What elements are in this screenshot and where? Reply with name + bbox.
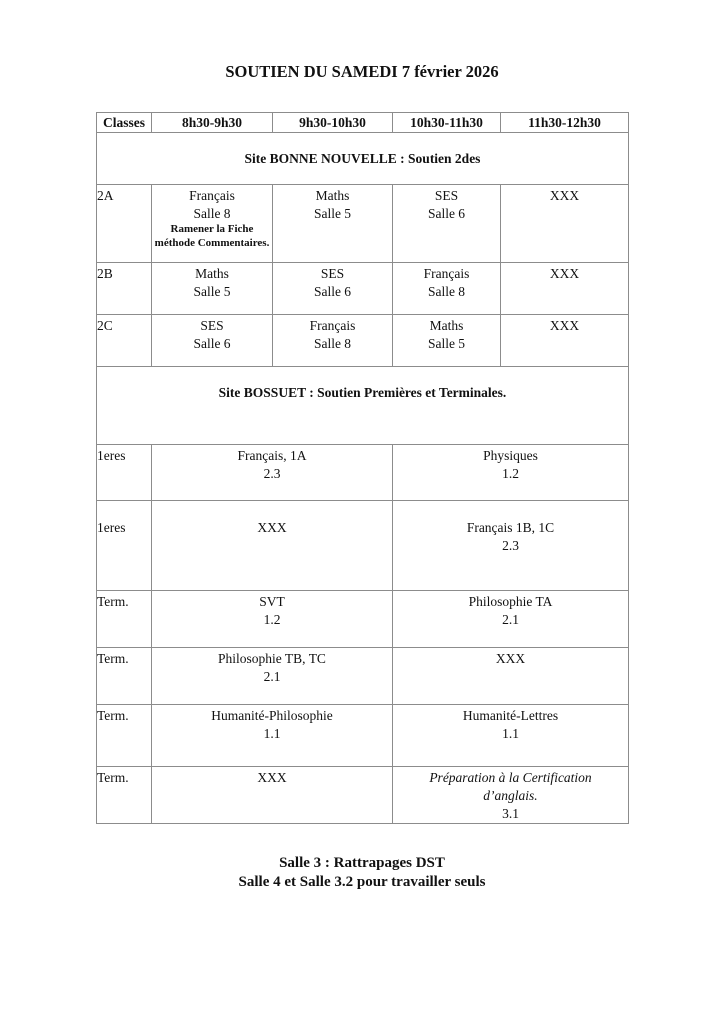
class-label: Term. <box>97 705 152 767</box>
room: 2.3 <box>263 466 281 481</box>
slot-cell <box>152 445 393 501</box>
slot-cell <box>393 705 629 767</box>
subject: Maths <box>195 266 229 281</box>
subject: Philosophie TA <box>468 594 553 609</box>
subject: Français, 1A <box>237 448 307 463</box>
header-slot-1: 8h30-9h30 <box>152 113 273 133</box>
slot-cell <box>393 501 629 591</box>
room: 1.1 <box>502 726 519 741</box>
subject: XXX <box>549 318 580 333</box>
header-slot-2: 9h30-10h30 <box>273 113 393 133</box>
slot-cell <box>273 185 393 263</box>
subject: SES <box>320 266 345 281</box>
table-row <box>97 648 629 705</box>
room: Salle 6 <box>427 206 466 221</box>
page-title: SOUTIEN DU SAMEDI 7 février 2026 <box>225 62 499 81</box>
slot-cell <box>393 648 629 705</box>
schedule-table <box>96 112 629 824</box>
table-row <box>97 591 629 648</box>
room: 1.1 <box>263 726 281 741</box>
subject: XXX <box>257 520 287 535</box>
table-row <box>97 263 629 315</box>
header-row <box>97 113 629 133</box>
subject: SES <box>200 318 224 333</box>
subject: Maths <box>315 188 350 203</box>
subject: Français <box>423 266 470 281</box>
subject: XXX <box>257 770 287 785</box>
site-row-bossuet <box>97 367 629 445</box>
room: 1.2 <box>263 612 281 627</box>
room: Salle 5 <box>427 336 466 351</box>
slot-cell <box>393 591 629 648</box>
header-classes: Classes <box>97 113 152 133</box>
subject: Français <box>189 188 235 203</box>
subject: Physiques <box>483 448 538 463</box>
table-row <box>97 185 629 263</box>
slot-cell <box>152 263 273 315</box>
class-label: 1eres <box>97 445 152 501</box>
subject: Maths <box>429 318 464 333</box>
slot-cell <box>501 185 629 263</box>
slot-cell <box>393 445 629 501</box>
slot-cell <box>152 591 393 648</box>
class-label: 2B <box>97 263 152 315</box>
subject: Humanité-Lettres <box>462 708 559 723</box>
subject: Français <box>309 318 356 333</box>
class-label: 2A <box>97 185 152 263</box>
table-row <box>97 445 629 501</box>
class-label: 2C <box>97 315 152 367</box>
subject: Préparation à la Certification d’anglais. <box>429 770 592 803</box>
subject: Philosophie TB, TC <box>218 651 326 666</box>
subject: XXX <box>495 651 526 666</box>
slot-cell <box>152 705 393 767</box>
slot-cell <box>501 315 629 367</box>
class-label: Term. <box>97 591 152 648</box>
slot-cell <box>273 315 393 367</box>
header-slot-3: 10h30-11h30 <box>393 113 501 133</box>
footer-line-2: Salle 4 et Salle 3.2 pour travailler seuls <box>238 874 486 890</box>
class-label: 1eres <box>97 501 152 591</box>
slot-cell <box>152 501 393 591</box>
room: 2.3 <box>502 538 519 553</box>
footer-line-1: Salle 3 : Rattrapages DST <box>279 855 445 871</box>
room: Salle 5 <box>193 284 231 299</box>
room: 1.2 <box>502 466 519 481</box>
class-label: Term. <box>97 767 152 824</box>
class-label: Term. <box>97 648 152 705</box>
slot-cell <box>152 315 273 367</box>
room: Salle 6 <box>193 336 231 351</box>
room: Salle 8 <box>313 336 352 351</box>
slot-cell <box>152 185 273 263</box>
table-row <box>97 705 629 767</box>
room: 3.1 <box>502 806 519 821</box>
room: Salle 8 <box>193 206 231 221</box>
slot-cell <box>393 185 501 263</box>
slot-cell <box>152 767 393 824</box>
room: 2.1 <box>502 612 519 627</box>
subject: SVT <box>259 594 285 609</box>
table-row <box>97 501 629 591</box>
site-heading-text: Site BOSSUET : Soutien Premières et Terminales. <box>218 384 507 400</box>
slot-cell <box>393 263 501 315</box>
site-heading <box>97 367 629 445</box>
subject: SES <box>434 188 459 203</box>
subject: Humanité-Philosophie <box>211 708 333 723</box>
slot-cell <box>501 263 629 315</box>
room: 2.1 <box>263 669 281 684</box>
header-slot-4: 11h30-12h30 <box>501 113 629 133</box>
site-heading: Site BONNE NOUVELLE : Soutien 2des <box>97 133 629 185</box>
table-row <box>97 767 629 824</box>
room: Salle 8 <box>427 284 466 299</box>
site-row-bonne-nouvelle <box>97 133 629 185</box>
subject: Français 1B, 1C <box>466 520 555 535</box>
slot-cell <box>152 648 393 705</box>
note: Ramener la Fiche méthode Commentaires. <box>154 223 270 249</box>
footer-notes <box>0 854 724 892</box>
slot-cell <box>393 315 501 367</box>
slot-cell <box>393 767 629 824</box>
table-row <box>97 315 629 367</box>
room: Salle 5 <box>313 206 352 221</box>
slot-cell <box>273 263 393 315</box>
room: Salle 6 <box>313 284 352 299</box>
subject: XXX <box>549 188 580 203</box>
subject: XXX <box>549 266 580 281</box>
